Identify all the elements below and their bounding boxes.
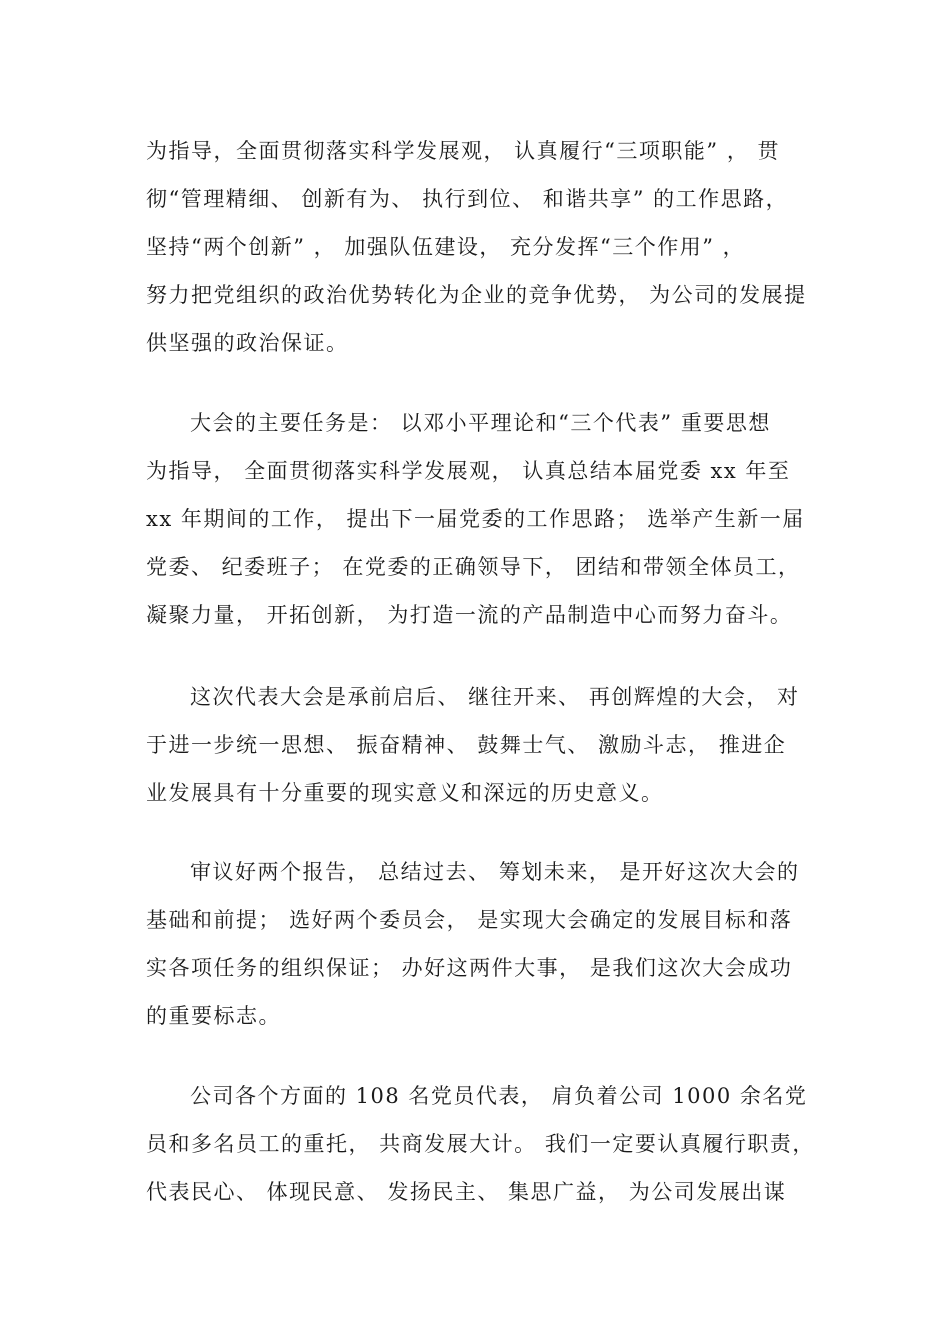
text-line: 党委、 纪委班子； 在党委的正确领导下， 团结和带领全体员工，	[146, 555, 801, 579]
text-line: 代表民心、 体现民意、 发扬民主、 集思广益， 为公司发展出谋	[146, 1180, 787, 1204]
paragraph-5	[146, 1072, 836, 1216]
text-line: 员和多名员工的重托， 共商发展大计。 我们一定要认真履行职责，	[146, 1132, 815, 1156]
text-line: 凝聚力量， 开拓创新， 为打造一流的产品制造中心而努力奋斗。	[146, 603, 793, 627]
text-line: 公司各个方面的 108 名党员代表， 肩负着公司 1000 余名党	[190, 1084, 808, 1108]
text-line: 为指导，全面贯彻落实科学发展观， 认真履行“三项职能” ， 贯	[146, 139, 780, 163]
text-line: 基础和前提； 选好两个委员会， 是实现大会确定的发展目标和落	[146, 908, 793, 932]
text-line: 审议好两个报告， 总结过去、 筹划未来， 是开好这次大会的	[190, 860, 800, 884]
text-line: 为指导， 全面贯彻落实科学发展观， 认真总结本届党委 xx 年至	[146, 459, 791, 483]
text-line: 的重要标志。	[146, 1004, 281, 1028]
text-line: 大会的主要任务是： 以邓小平理论和“三个代表” 重要思想	[190, 411, 771, 435]
paragraph-4	[146, 848, 836, 1040]
text-line: 彻“管理精细、 创新有为、 执行到位、 和谐共享” 的工作思路，	[146, 187, 789, 211]
text-line: 实各项任务的组织保证； 办好这两件大事， 是我们这次大会成功	[146, 956, 793, 980]
text-line: 于进一步统一思想、 振奋精神、 鼓舞士气、 激励斗志， 推进企	[146, 733, 787, 757]
text-line: 努力把党组织的政治优势转化为企业的竞争优势， 为公司的发展提	[146, 283, 807, 307]
paragraph-3	[146, 673, 836, 817]
paragraph-1	[146, 127, 836, 367]
text-line: 供坚强的政治保证。	[146, 331, 349, 355]
text-line: 坚持“两个创新” ， 加强队伍建设， 充分发挥“三个作用” ，	[146, 235, 746, 259]
text-line: xx 年期间的工作， 提出下一届党委的工作思路； 选举产生新一届	[146, 507, 805, 531]
text-line: 业发展具有十分重要的现实意义和深远的历史意义。	[146, 781, 664, 805]
text-line: 这次代表大会是承前启后、 继往开来、 再创辉煌的大会， 对	[190, 685, 800, 709]
paragraph-2	[146, 399, 836, 639]
